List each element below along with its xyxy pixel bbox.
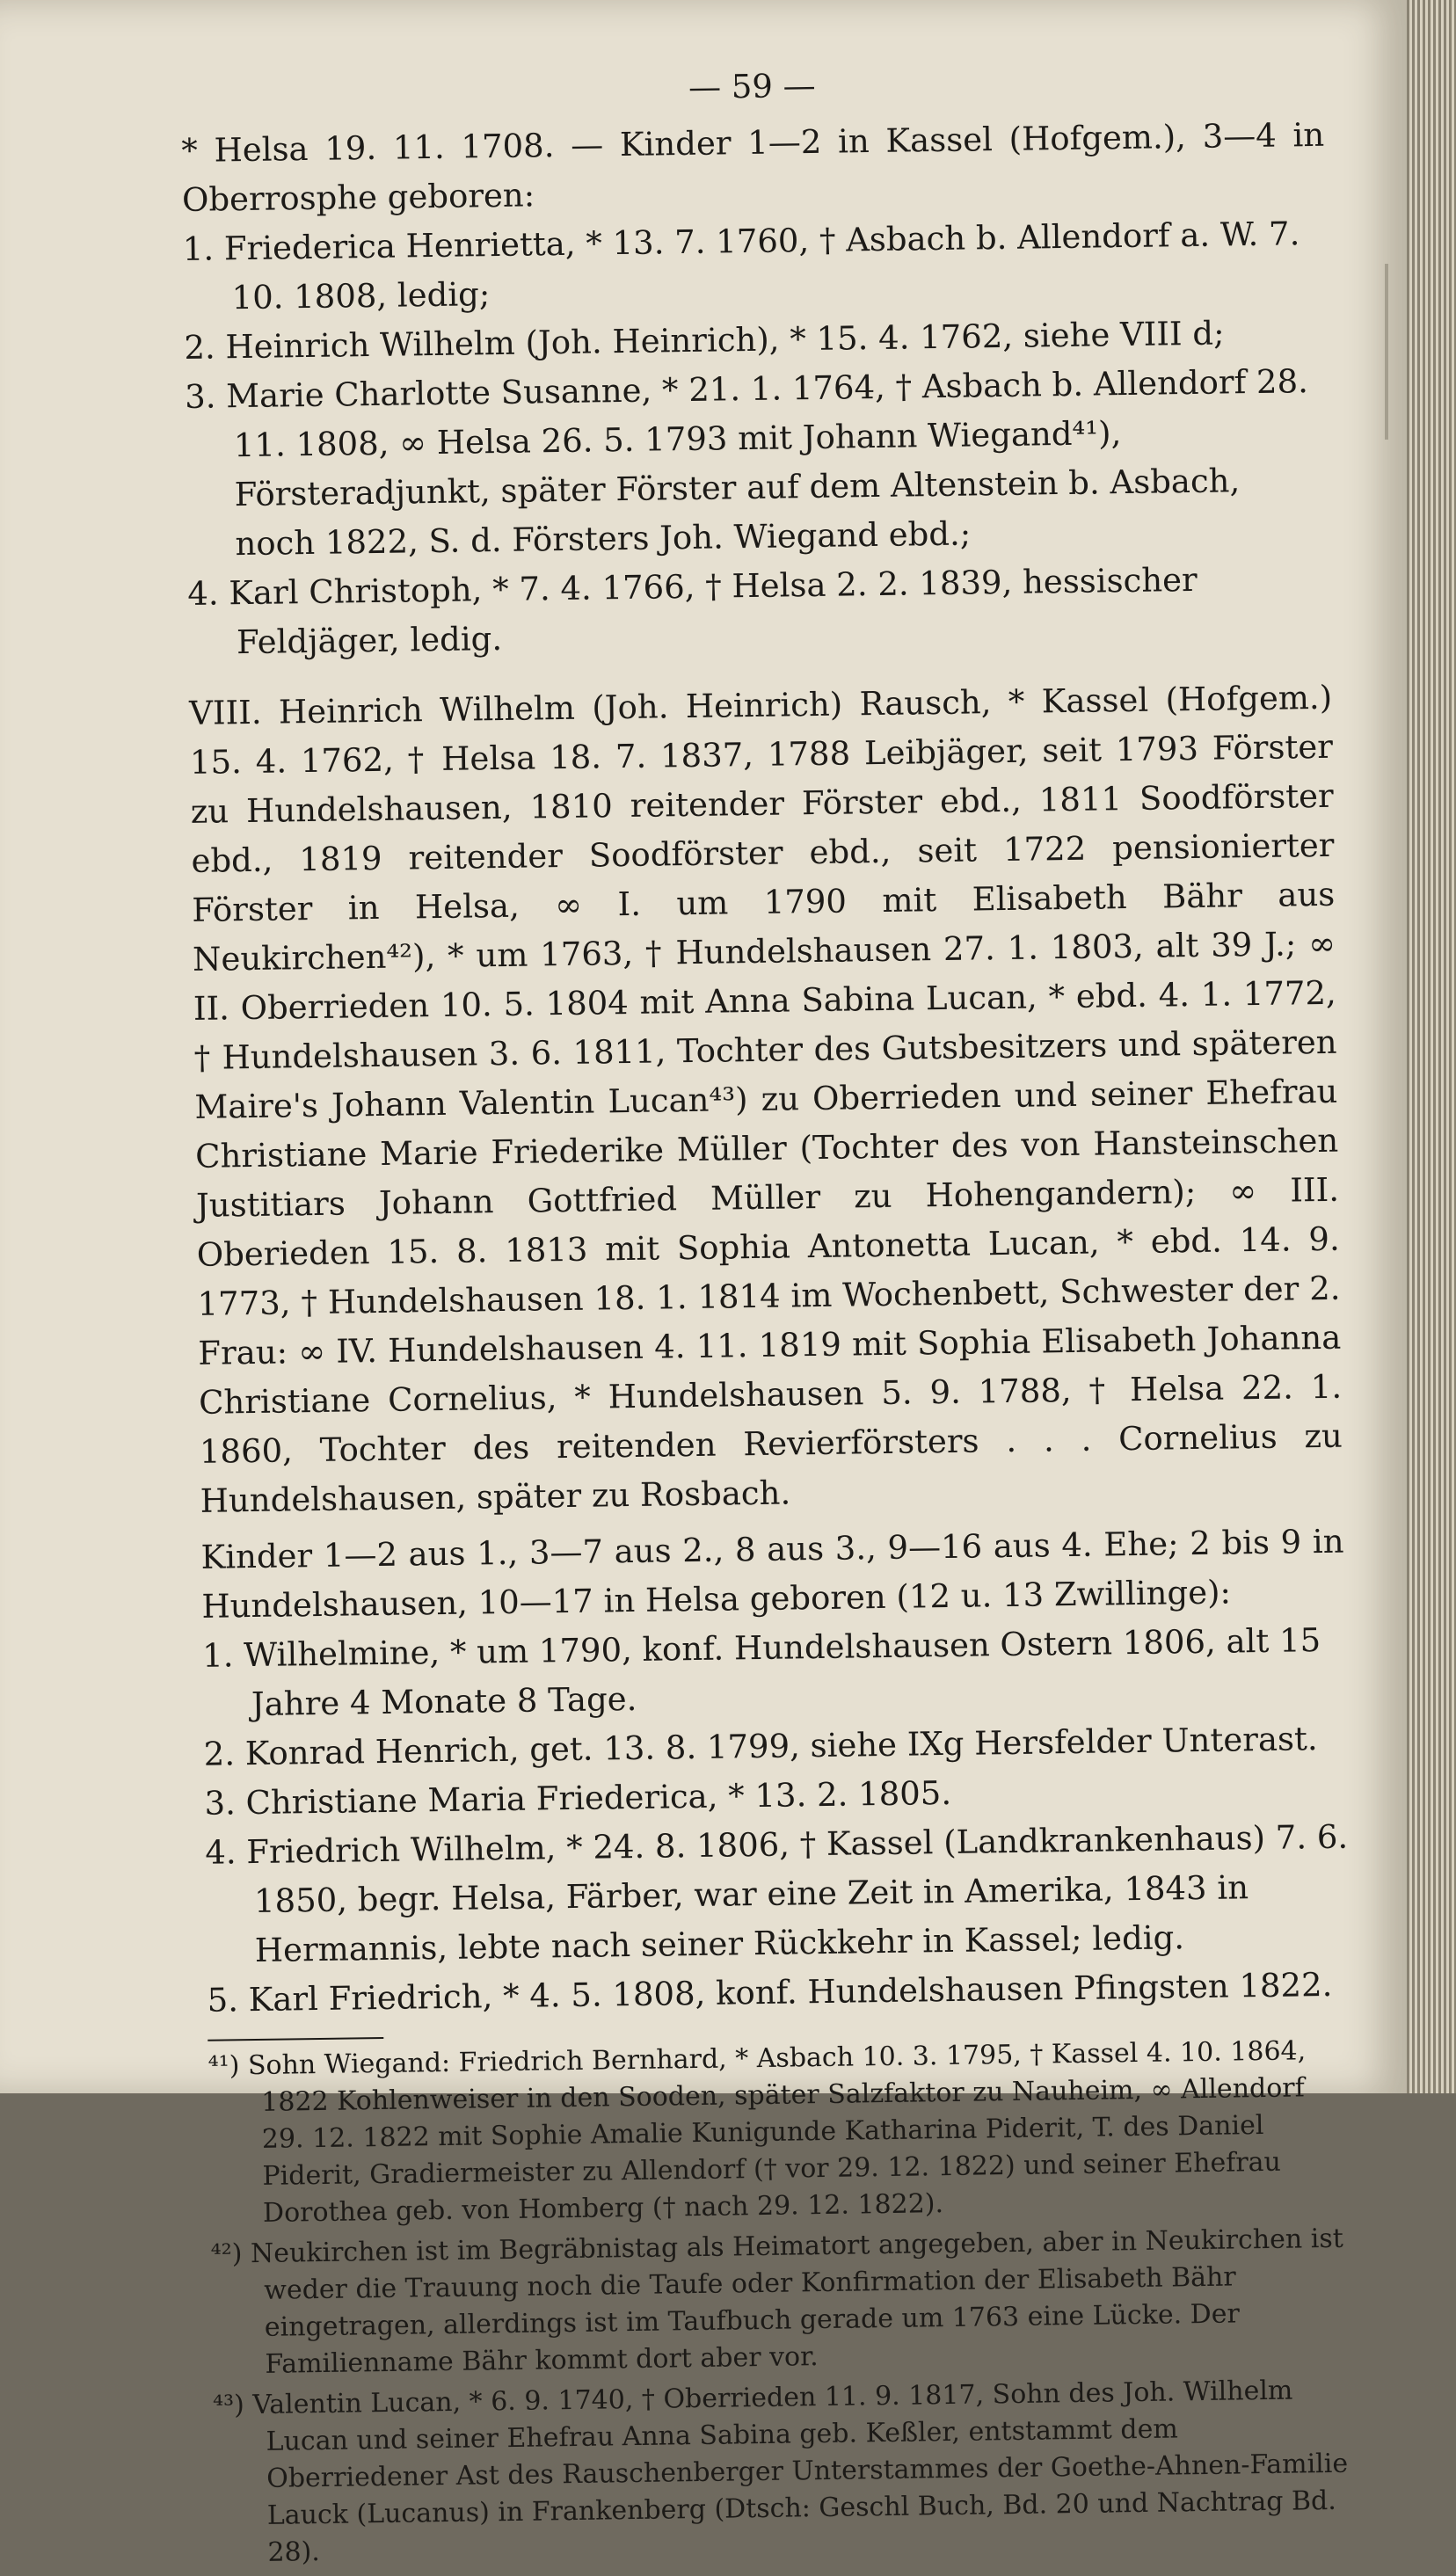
- list-item: 1. Friederica Henrietta, * 13. 7. 1760, † Asbach b. Allendorf a. W. 7. 10. 1808, ledig;: [182, 215, 1300, 317]
- page-number: — 59 —: [688, 66, 816, 106]
- list-item: 5. Karl Friedrich, * 4. 5. 1808, konf. Hundelshausen Pfingsten 1822.: [207, 1965, 1333, 2019]
- footnote: ⁴³) Valentin Lucan, * 6. 9. 1740, † Oberrieden 11. 9. 1817, Sohn des Joh. Wilhelm Lucan und seiner Ehefrau Anna Sabina geb. Keßler, entstammt dem Oberriedener Ast des Rauschenberger Unterstammes der Goethe-Ahnen-Familie Lauck (Lucanus) in Frankenberg (Dtsch: Geschl Buch, Bd. 20 und Nachtrag Bd. 28).: [212, 2375, 1349, 2568]
- section-viii: VIII. Heinrich Wilhelm (Joh. Heinrich) Rausch, * Kassel (Hofgem.) 15. 4. 1762, † Helsa 18. 7. 1837, 1788 Leibjäger, seit 1793 Förster zu Hundelshausen, 1810 reitender Förster ebd., 1811 Soodförster ebd., 1819 reitender Soodförster ebd., seit 1722 pensionierter Förster in Helsa, ∞ I. um 1790 mit Elisabeth Bähr aus Neukirchen⁴²), * um 1763, † Hundelshausen 27. 1. 1803, alt 39 J.; ∞ II. Oberrieden 10. 5. 1804 mit Anna Sabina Lucan, * ebd. 4. 1. 1772, † Hundelshausen 3. 6. 1811, Tochter des Gutsbesitzers und späteren Maire's Johann Valentin Lucan⁴³) zu Oberrieden und seiner Ehefrau Christiane Marie Friederike Müller (Tochter des von Hansteinschen Justitiars Johann Gottfried Müller zu Hohengandern); ∞ III. Oberieden 15. 8. 1813 mit Sophia Antonetta Lucan, * ebd. 14. 9. 1773, † Hundelshausen 18. 1. 1814 im Wochenbett, Schwester der 2. Frau: ∞ IV. Hundelshausen 4. 11. 1819 mit Sophia Elisabeth Johanna Christiane Cornelius, * Hundelshausen 5. 9. 1788, † Helsa 22. 1. 1860, Tochter des reitenden Revierförsters . . . Cornelius zu Hundelshausen, später zu Rosbach.: [188, 678, 1343, 1520]
- list-item: 4. Friedrich Wilhelm, * 24. 8. 1806, † Kassel (Landkrankenhaus) 7. 6. 1850, begr. Helsa, Färber, war eine Zeit in Amerika, 1843 in Hermannis, lebte nach seiner Rückkehr in Kassel; ledig.: [205, 1817, 1349, 1970]
- book-page-edges: [1407, 0, 1456, 2093]
- kinder-intro: Kinder 1—2 aus 1., 3—7 aus 2., 8 aus 3., 9—16 aus 4. Ehe; 2 bis 9 in Hundelshausen, 10—17 in Helsa geboren (12 u. 13 Zwillinge):: [200, 1522, 1344, 1626]
- list-item: 3. Christiane Maria Friederica, * 13. 2. 1805.: [204, 1773, 952, 1823]
- list-item: 2. Konrad Henrich, get. 13. 8. 1799, siehe IXg Hersfelder Unterast.: [203, 1720, 1318, 1773]
- page-edge-shadow: [1385, 264, 1388, 440]
- list-item: 3. Marie Charlotte Susanne, * 21. 1. 1764, † Asbach b. Allendorf 28. 11. 1808, ∞ Helsa 26. 5. 1793 mit Johann Wiegand⁴¹), Försteradjunkt, später Förster auf dem Altenstein b. Asbach, noch 1822, S. d. Försters Joh. Wiegand ebd.;: [184, 362, 1309, 564]
- intro-text: * Helsa 19. 11. 1708. — Kinder 1—2 in Kassel (Hofgem.), 3—4 in Oberrosphe geboren:: [180, 115, 1325, 219]
- footnote: ⁴²) Neukirchen ist im Begräbnistag als Heimatort angegeben, aber in Neukirchen ist weder die Trauung noch die Taufe oder Konfirmation der Elisabeth Bähr eingetragen, allerdings ist im Taufbuch gerade um 1763 eine Lücke. Der Familienname Bähr kommt dort aber vor.: [210, 2223, 1344, 2380]
- footnotes: [207, 2033, 1358, 2572]
- footnote: ⁴¹) Sohn Wiegand: Friedrich Bernhard, * Asbach 10. 3. 1795, † Kassel 4. 10. 1864, 1822 Kohlenweiser in den Sooden, später Salzfaktor zu Nauheim, ∞ Allendorf 29. 12. 1822 mit Sophie Amalie Kunigunde Katharina Piderit, T. des Daniel Piderit, Gradiermeister zu Allendorf († vor 29. 12. 1822) und seiner Ehefrau Dorothea geb. von Homberg († nach 29. 12. 1822).: [207, 2035, 1307, 2229]
- page-content: [180, 55, 1358, 2576]
- list-item: 4. Karl Christoph, * 7. 4. 1766, † Helsa 2. 2. 1839, hessischer Feldjäger, ledig.: [187, 560, 1198, 662]
- children-list-a: [182, 209, 1331, 668]
- footnote-divider: [207, 2037, 383, 2041]
- list-item: 1. Wilhelmine, * um 1790, konf. Hundelshausen Ostern 1806, alt 15 Jahre 4 Monate 8 Tage.: [201, 1621, 1321, 1724]
- list-item: 2. Heinrich Wilhelm (Joh. Heinrich), * 15. 4. 1762, siehe VIII d;: [184, 314, 1225, 367]
- children-list-b: [202, 1616, 1350, 2026]
